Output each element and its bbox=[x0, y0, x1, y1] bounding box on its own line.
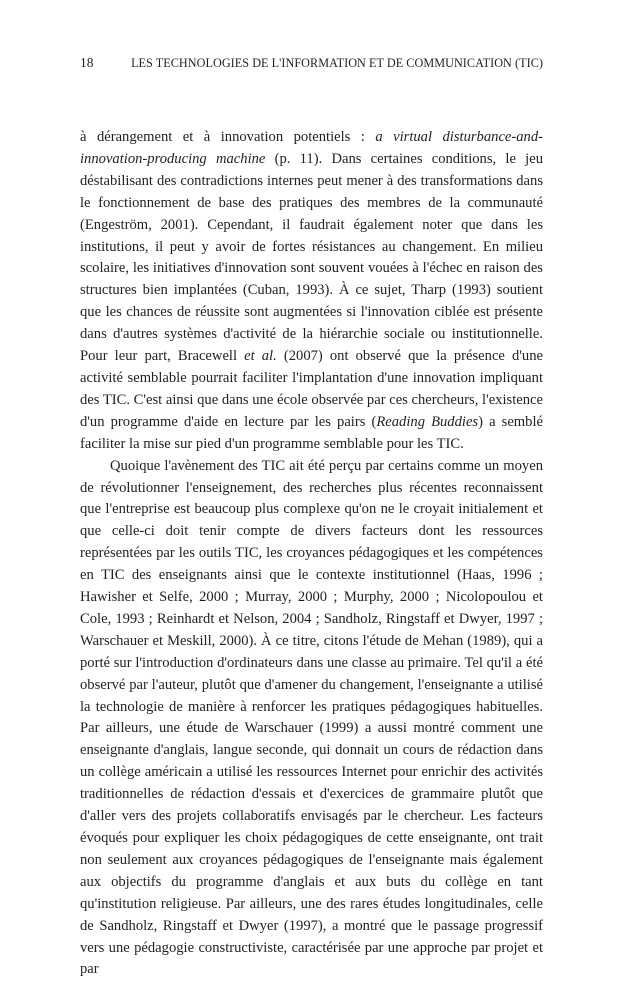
italic-text: a virtual disturbance-and-innovation-producing machine bbox=[80, 129, 544, 167]
text-run: à dérangement et à innovation potentiels : bbox=[80, 129, 376, 145]
text-run: Quoique l'avènement des TIC ait été perçu par certains comme un moyen de révolutionner l'enseignement, des recherches plus récentes reconnaissent que l'entreprise est beaucoup plus complexe qu'on ne le croyait initialement et que celle-ci doit tenir compte de divers facteurs dont les ressources représentées par les outils TIC, les croyances pédagogiques et les compétences en TIC des enseignants ainsi que le contexte institutionnel (Haas, 1996 ; Hawisher et Selfe, 2000 ; Murray, 2000 ; Murphy, 2000 ; Nicolopoulou et Cole, 1993 ; Reinhardt et Nelson, 2004 ; Sandholz, Ringstaff et Dwyer, 1997 ; Warschauer et Meskill, 2000). À ce titre, citons l'étude de Mehan (1989), qui a porté sur l'introduction d'ordinateurs dans une classe au primaire. Tel qu'il a été observé par l'auteur, plutôt que d'amener du changement, l'enseignante a utilisé la technologie de manière à renforcer les pratiques pédagogiques habituelles. Par ailleurs, une étude de Warschauer (1999) a aussi montré comment une enseignante d'anglais, langue seconde, qui donnait un cours de rédaction dans un collège américain a utilisé les ressources Internet pour enrichir des activités traditionnelles de rédaction d'essais et d'exercices de grammaire plutôt que d'aller vers des projets collaboratifs envisagés par le chercheur. Les facteurs évoqués pour expliquer les choix pédagogiques de cette enseignante, ont trait non seulement aux croyances pédagogiques de l'enseignante mais également aux objectifs du programme d'anglais et aux buts du collège en tant qu'institution religieuse. Par ailleurs, une des rares études longitudinales, celle de Sandholz, Ringstaff et Dwyer (1997), a montré que le passage progressif vers une pédagogie constructiviste, caractérisée par une approche par projet et par bbox=[80, 457, 543, 978]
paragraph bbox=[80, 127, 543, 456]
page-number: 18 bbox=[80, 55, 94, 70]
body-text bbox=[80, 127, 543, 981]
text-run: (2007) ont observé que la présence d'une activité semblable pourrait faciliter l'implantation d'une innovation impliquant des TIC. C'est ainsi que dans une école observée par ces chercheurs, l'existence d'un programme d'aide en lecture par les pairs ( bbox=[80, 348, 544, 430]
italic-text: Reading Buddies bbox=[376, 413, 479, 430]
paragraph bbox=[80, 456, 543, 981]
italic-text: et al. bbox=[244, 348, 277, 365]
running-title: LES TECHNOLOGIES DE L'INFORMATION ET DE COMMUNICATION (TIC) bbox=[131, 56, 543, 70]
text-run: ) a semblé faciliter la mise sur pied d'un programme semblable pour les TIC. bbox=[80, 413, 543, 452]
running-head bbox=[80, 53, 543, 73]
text-run: (p. 11). Dans certaines conditions, le jeu déstabilisant des contradictions internes peut mener à des transformations dans le fonctionnement de base des pratiques des membres de la communauté (Engeström, 2001). Cependant, il faudrait également noter que dans les institutions, il peut y avoir de fortes résistances au changement. En milieu scolaire, les initiatives d'innovation sont souvent vouées à l'échec en raison des structures bien implantées (Cuban, 1993). À ce sujet, Tharp (1993) soutient que les chances de réussite sont augmentées si l'innovation ciblée est présente dans d'autres systèmes d'activité de la hiérarchie sociale ou institutionnelle. Pour leur part, Bracewell bbox=[80, 150, 543, 365]
